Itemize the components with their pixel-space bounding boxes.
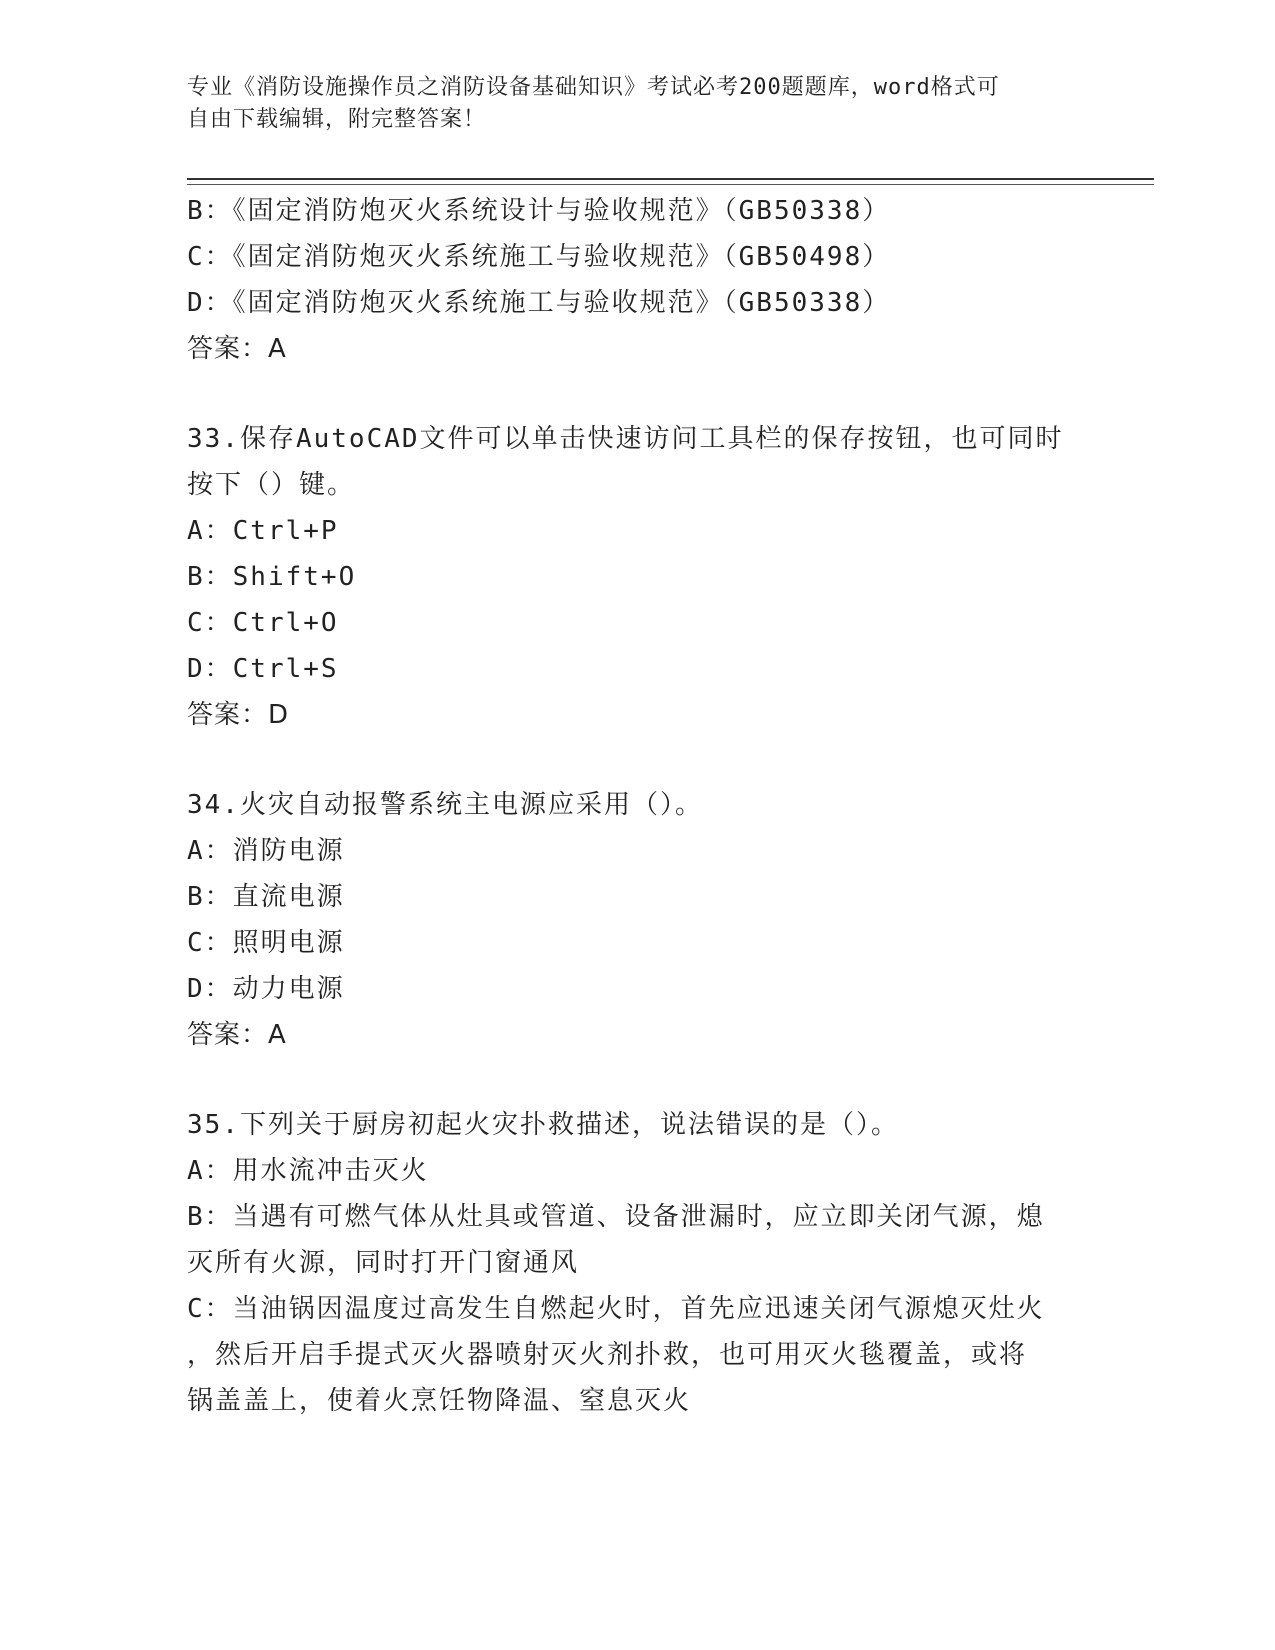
option-c: C：照明电源 — [187, 928, 345, 958]
document-body — [187, 188, 1087, 1424]
option-b: B：直流电源 — [187, 882, 345, 912]
header-line-2: 自由下载编辑，附完整答案！ — [187, 107, 487, 132]
option-a: A：用水流冲击灭火 — [187, 1156, 429, 1186]
option-d: D：《固定消防炮灭火系统施工与验收规范》（GB50338） — [187, 288, 891, 318]
answer-line: 答案：A — [187, 334, 287, 364]
question-block-32 — [187, 188, 1087, 372]
header-line-1: 专业《消防设施操作员之消防设备基础知识》考试必考200题题库，word格式可 — [187, 75, 1000, 100]
question-block-34 — [187, 782, 1087, 1058]
question-block-35 — [187, 1102, 1087, 1424]
option-c: C：Ctrl+O — [187, 608, 339, 638]
option-b: B：Shift+O — [187, 562, 357, 592]
option-b-continued: 灭所有火源，同时打开门窗通风 — [187, 1248, 580, 1278]
option-d: D：动力电源 — [187, 974, 345, 1004]
option-a: A：Ctrl+P — [187, 516, 339, 546]
answer-line: 答案：D — [187, 700, 290, 730]
document-header — [187, 72, 1087, 136]
header-divider-thick — [187, 178, 1154, 180]
answer-line: 答案：A — [187, 1020, 287, 1050]
question-block-33 — [187, 416, 1087, 738]
option-d: D：Ctrl+S — [187, 654, 339, 684]
option-c: C：《固定消防炮灭火系统施工与验收规范》（GB50498） — [187, 242, 891, 272]
option-a: A：消防电源 — [187, 836, 345, 866]
question-stem: 35.下列关于厨房初起火灾扑救描述，说法错误的是（）。 — [187, 1110, 899, 1140]
option-c-continued: 锅盖盖上，使着火烹饪物降温、窒息灭火 — [187, 1386, 692, 1416]
header-divider-thin — [187, 184, 1154, 185]
option-c: C：当油锅因温度过高发生自燃起火时，首先应迅速关闭气源熄灭灶火 — [187, 1294, 1045, 1324]
option-b: B：《固定消防炮灭火系统设计与验收规范》（GB50338） — [187, 196, 891, 226]
question-stem: 33.保存AutoCAD文件可以单击快速访问工具栏的保存按钮，也可同时 — [187, 424, 1064, 454]
question-stem: 34.火灾自动报警系统主电源应采用（）。 — [187, 790, 703, 820]
option-b: B：当遇有可燃气体从灶具或管道、设备泄漏时，应立即关闭气源，熄 — [187, 1202, 1045, 1232]
question-stem-continued: 按下（）键。 — [187, 470, 356, 500]
option-c-continued: ，然后开启手提式灭火器喷射灭火剂扑救，也可用灭火毯覆盖，或将 — [187, 1340, 1028, 1370]
